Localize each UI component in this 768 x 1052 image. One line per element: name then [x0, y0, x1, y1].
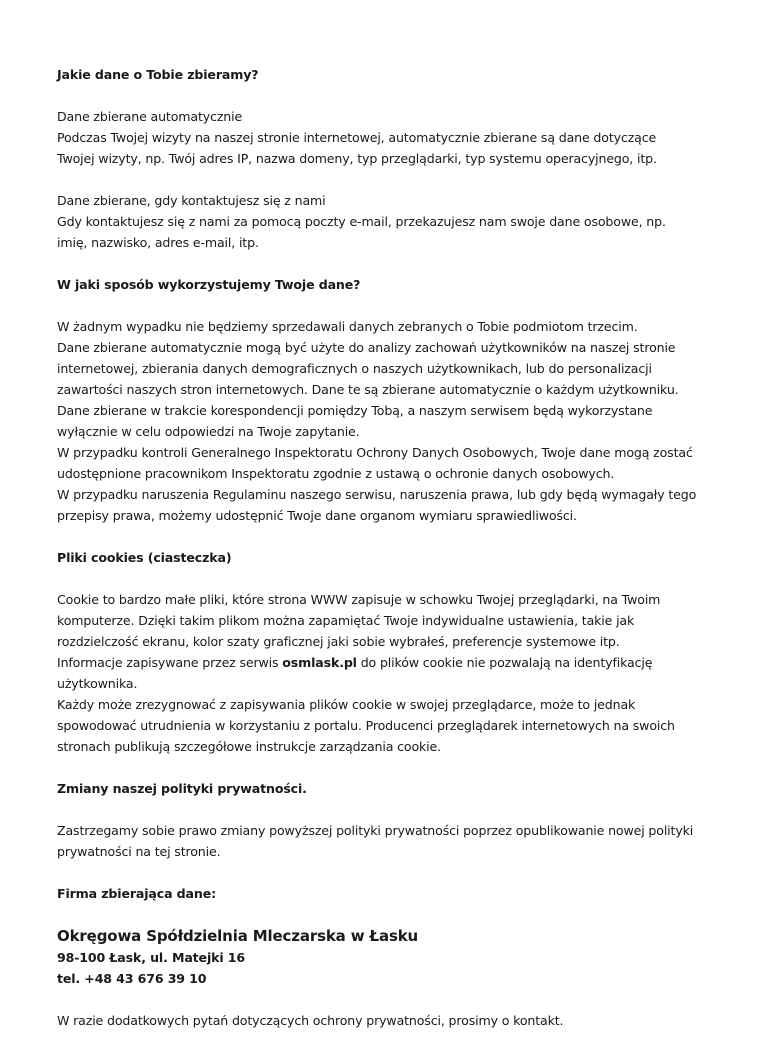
usage-line: Dane zbierane automatycznie mogą być użyte do analizy zachowań użytkowników na naszej stronie internetowej, zbierania danych demograficznych o naszych użytkownikach, lub do personalizacji zawartości naszych stron internetowych. Dane te są zbierane automatycznie o każdym użytkowniku.: [57, 340, 679, 397]
cookies-definition: Cookie to bardzo małe pliki, które strona WWW zapisuje w schowku Twojej przeglądarki, na Twoim komputerze. Dzięki takim plikom można zapamiętać Twoje indywidualne ustawienia, takie jak rozdzielczość ekranu, kolor szaty graficznej jaki sobie wybrałeś, preferencje systemowe itp.: [57, 592, 661, 649]
usage-line: W przypadku naruszenia Regulaminu naszego serwisu, naruszenia prawa, lub gdy będą wymagały tego przepisy prawa, możemy udostępnić Twoje dane organom wymiaru sprawiedliwości.: [57, 487, 697, 523]
cookies-info-after: do plików cookie nie pozwalają na identyfikację użytkownika.: [57, 655, 653, 691]
privacy-policy-content: [57, 64, 697, 1052]
cookies-info-before: Informacje zapisywane przez serwis: [57, 655, 283, 670]
usage-line: W żadnym wypadku nie będziemy sprzedawali danych zebranych o Tobie podmiotom trzecim.: [57, 319, 638, 334]
cookies-opt-out: Każdy może zrezygnować z zapisywania plików cookie w swojej przeglądarce, może to jednak spowodować utrudnienia w korzystaniu z portalu. Producenci przeglądarek internetowych na swoich stronach publikują szczegółowe instrukcje zarządzania cookie.: [57, 697, 675, 754]
closing-text: W razie dodatkowych pytań dotyczących ochrony prywatności, prosimy o kontakt.: [57, 1013, 564, 1028]
section-heading-cookies: Pliki cookies (ciasteczka): [57, 550, 232, 565]
auto-collected-paragraph: [57, 106, 697, 169]
data-usage-paragraph: [57, 316, 697, 526]
auto-collected-text: Podczas Twojej wizyty na naszej stronie internetowej, automatycznie zbierane są dane dotyczące Twojej wizyty, np. Twój adres IP, nazwa domeny, typ przeglądarki, typ systemu operacyjnego, itp.: [57, 130, 657, 166]
section-heading-data-collected: Jakie dane o Tobie zbieramy?: [57, 67, 259, 82]
cookies-info-line: [57, 652, 697, 694]
auto-collected-title: Dane zbierane automatycznie: [57, 109, 243, 124]
section-heading-policy-changes: Zmiany naszej polityki prywatności.: [57, 781, 307, 796]
company-phone: tel. +48 43 676 39 10: [57, 971, 207, 986]
company-info: [57, 925, 697, 989]
section-heading-company: Firma zbierająca dane:: [57, 886, 216, 901]
usage-line: W przypadku kontroli Generalnego Inspektoratu Ochrony Danych Osobowych, Twoje dane mogą zostać udostępnione pracownikom Inspektoratu zgodnie z ustawą o ochronie danych osobowych.: [57, 445, 693, 481]
contact-collected-text: Gdy kontaktujesz się z nami za pomocą poczty e-mail, przekazujesz nam swoje dane osobowe, np. imię, nazwisko, adres e-mail, itp.: [57, 214, 666, 250]
company-address: 98-100 Łask, ul. Matejki 16: [57, 950, 245, 965]
usage-line: Dane zbierane w trakcie korespondencji pomiędzy Tobą, a naszym serwisem będą wykorzystane wyłącznie w celu odpowiedzi na Twoje zapytanie.: [57, 403, 653, 439]
site-name: osmlask.pl: [282, 655, 357, 670]
contact-collected-title: Dane zbierane, gdy kontaktujesz się z nami: [57, 193, 326, 208]
contact-collected-paragraph: [57, 190, 697, 253]
section-heading-data-usage: W jaki sposób wykorzystujemy Twoje dane?: [57, 277, 361, 292]
cookies-paragraph: [57, 589, 697, 757]
company-name: Okręgowa Spółdzielnia Mleczarska w Łasku: [57, 927, 419, 945]
policy-changes-text: Zastrzegamy sobie prawo zmiany powyższej polityki prywatności poprzez opublikowanie nowej polityki prywatności na tej stronie.: [57, 823, 694, 859]
